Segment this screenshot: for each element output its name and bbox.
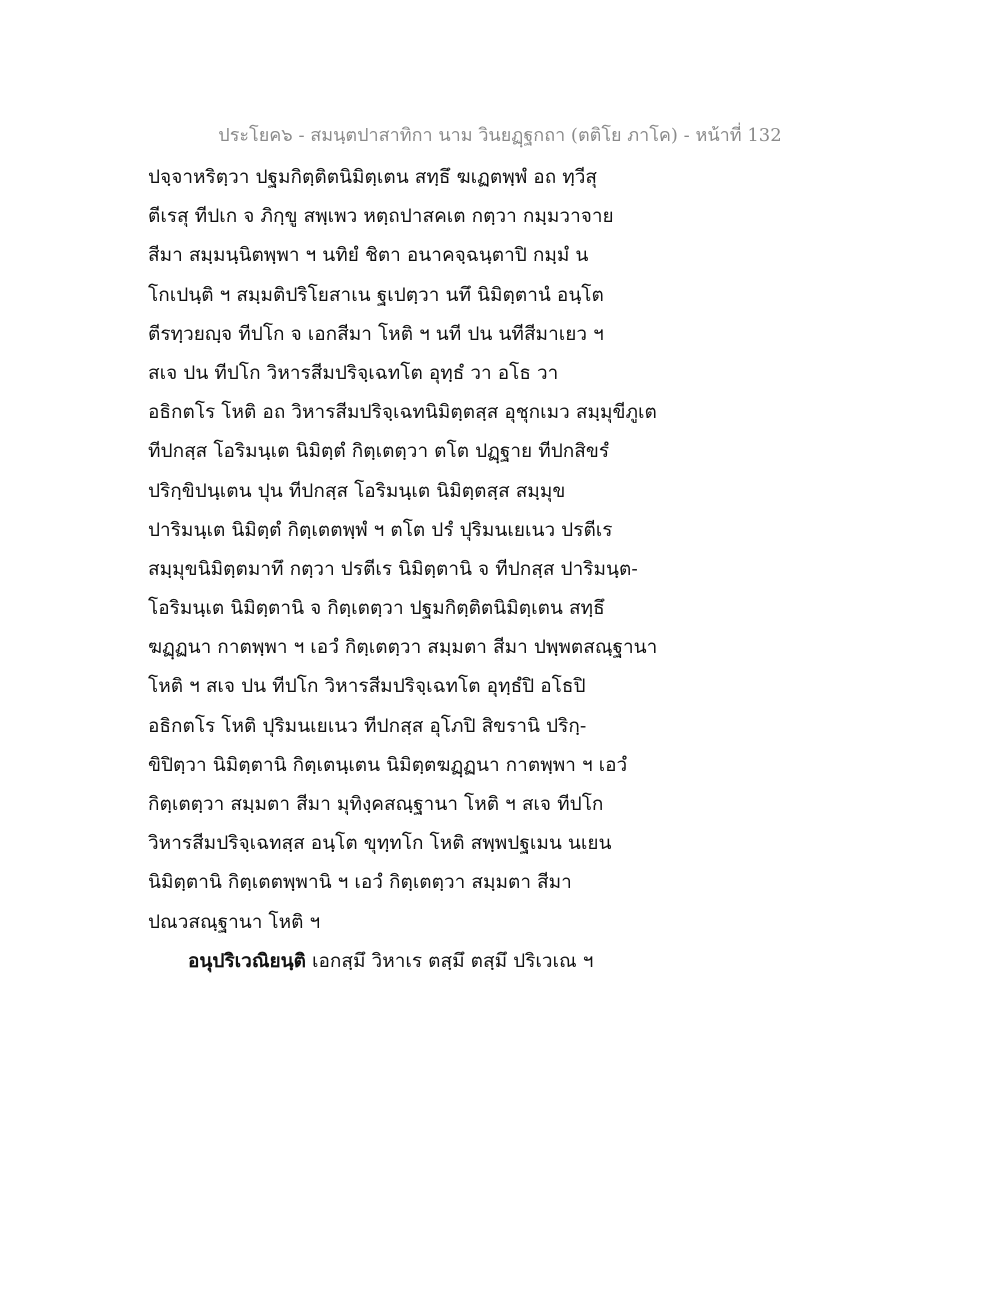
lemma-heading: อนุปริเวณิยนฺติ	[188, 949, 306, 972]
text-line: สมฺมุขนิมิตฺตมาทึ กตฺวา ปรตีเร นิมิตฺตานิ จ ทีปกสฺส ปาริมนฺต-	[148, 557, 638, 580]
lemma-gloss: เอกสฺมึ วิหาเร ตสฺมึ ตสฺมึ ปริเวเณ ฯ	[305, 949, 594, 972]
text-line: ปณวสณฺฐานา โหติ ฯ	[148, 910, 321, 933]
text-line: สีมา สมฺมนฺนิตพฺพา ฯ นทิยํ ชิตา อนาคจฺฉนฺตาปิ กมฺมํ น	[148, 244, 589, 267]
text-line: ทีปกสฺส โอริมนฺเต นิมิตฺตํ กิตฺเตตฺวา ตโต ปฏฺฐาย ทีปกสิขรํ	[148, 440, 610, 463]
text-line: ตีรทฺวยญฺจ ทีปโก จ เอกสีมา โหติ ฯ นที ปน นทีสีมาเยว ฯ	[148, 322, 604, 345]
text-line: กิตฺเตตฺวา สมฺมตา สีมา มุทิงฺคสณฺฐานา โหติ ฯ สเจ ทีปโก	[148, 793, 604, 815]
text-line: ฆฏฺฏนา กาตพฺพา ฯ เอวํ กิตฺเตตฺวา สมฺมตา สีมา ปพฺพตสณฺฐานา	[148, 636, 658, 659]
final-paragraph	[148, 942, 848, 981]
text-line: วิหารสีมปริจฺเฉทสฺส อนฺโต ขุทฺทโก โหติ สพฺพปฐเมน นเยน	[148, 832, 612, 855]
text-line: ปจฺจาหริตฺวา ปฐมกิตฺติตนิมิตฺเตน สทฺธึ ฆเฏตพฺพํ อถ ทฺวีสุ	[148, 166, 598, 188]
text-line: โอริมนฺเต นิมิตฺตานิ จ กิตฺเตตฺวา ปฐมกิตฺติตนิมิตฺเตน สทฺธึ	[148, 597, 605, 620]
text-line: ตีเรสุ ทีปเก จ ภิกฺขู สพฺเพว หตฺถปาสคเต กตฺวา กมฺมวาจาย	[148, 205, 614, 228]
text-line: นิมิตฺตานิ กิตฺเตตพฺพานิ ฯ เอวํ กิตฺเตตฺวา สมฺมตา สีมา	[148, 871, 572, 894]
text-line: อธิกตโร โหติ ปุริมนเยเนว ทีปกสฺส อุโภปิ สิขรานิ ปริกฺ-	[148, 714, 587, 737]
text-line: โกเปนฺติ ฯ สมฺมติปริโยสาเน ฐเปตฺวา นทึ นิมิตฺตานํ อนฺโต	[148, 283, 604, 306]
running-header: ประโยค๖ - สมนฺตปาสาทิกา นาม วินยฏฺฐกถา (ตติโย ภาโค) - หน้าที่ 132	[218, 125, 782, 146]
text-line: อธิกตโร โหติ อถ วิหารสีมปริจฺเฉทนิมิตฺตสฺส อุชุกเมว สมฺมุขีภูเต	[148, 401, 657, 424]
body-text	[148, 158, 848, 981]
text-line: ปริกฺขิปนฺเตน ปุน ทีปกสฺส โอริมนฺเต นิมิตฺตสฺส สมฺมุข	[148, 479, 566, 502]
text-line: ปาริมนฺเต นิมิตฺตํ กิตฺเตตพฺพํ ฯ ตโต ปรํ ปุริมนเยเนว ปรตีเร	[148, 518, 613, 541]
text-line: ขิปิตฺวา นิมิตฺตานิ กิตฺเตนฺเตน นิมิตฺตฆฏฺฏนา กาตพฺพา ฯ เอวํ	[148, 753, 628, 776]
text-line: โหติ ฯ สเจ ปน ทีปโก วิหารสีมปริจฺเฉทโต อุทฺธํปิ อโธปิ	[148, 675, 586, 698]
text-line: สเจ ปน ทีปโก วิหารสีมปริจฺเฉทโต อุทฺธํ วา อโธ วา	[148, 361, 559, 384]
